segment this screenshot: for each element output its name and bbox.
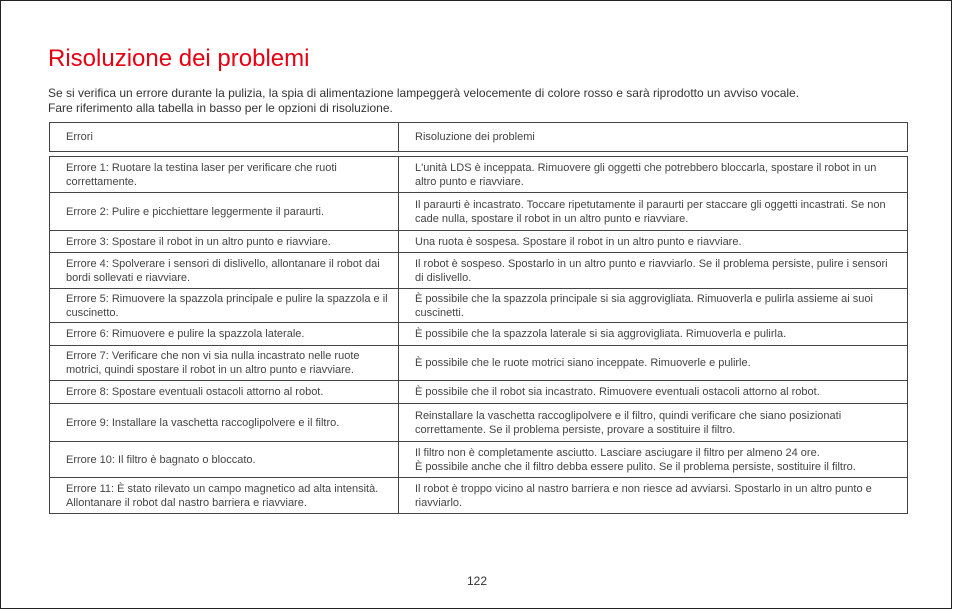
error-cell: Errore 10: Il filtro è bagnato o bloccato.: [50, 442, 399, 478]
table-row: [50, 157, 908, 193]
solution-cell: È possibile che il robot sia incastrato. Rimuovere eventuali ostacoli attorno al robot.: [399, 381, 908, 404]
table-row: [50, 193, 908, 231]
solution-cell: È possibile che la spazzola laterale si sia aggrovigliata. Rimuoverla e pulirla.: [399, 323, 908, 346]
table-row: [50, 404, 908, 442]
error-cell: Errore 8: Spostare eventuali ostacoli attorno al robot.: [50, 381, 399, 404]
error-cell: Errore 11: È stato rilevato un campo magnetico ad alta intensità. Allontanare il robot dal nastro barriera e riavviare.: [50, 478, 399, 514]
solution-cell: È possibile che la spazzola principale si sia aggrovigliata. Rimuoverla e pulirla assieme ai suoi cuscinetti.: [399, 289, 908, 323]
table-row: [50, 478, 908, 514]
table-row: [50, 253, 908, 289]
solution-cell: L'unità LDS è inceppata. Rimuovere gli oggetti che potrebbero bloccarla, spostare il robot in un altro punto e riavviare.: [399, 157, 908, 193]
page-number: 122: [466, 574, 488, 588]
table-header-row: [50, 123, 908, 152]
solution-cell: Il robot è troppo vicino al nastro barriera e non riesce ad avviarsi. Spostarlo in un altro punto e riavviarlo.: [399, 478, 908, 514]
error-cell: Errore 6: Rimuovere e pulire la spazzola laterale.: [50, 323, 399, 346]
solution-cell: È possibile che le ruote motrici siano inceppate. Rimuoverle e pulirle.: [399, 346, 908, 381]
error-cell: Errore 9: Installare la vaschetta raccoglipolvere e il filtro.: [50, 404, 399, 442]
table-row: [50, 346, 908, 381]
page-title: Risoluzione dei problemi: [48, 45, 310, 72]
intro-line-1: Se si verifica un errore durante la pulizia, la spia di alimentazione lampeggerà velocemente di colore rosso e sarà riprodotto un avviso vocale.: [48, 86, 800, 100]
header-errors: Errori: [50, 123, 399, 152]
troubleshooting-table: [49, 122, 908, 514]
table-row: [50, 323, 908, 346]
solution-cell: Il paraurti è incastrato. Toccare ripetutamente il paraurti per staccare gli oggetti incastrati. Se non cade nulla, spostare il robot in un altro punto e riavviare.: [399, 193, 908, 231]
solution-cell: Reinstallare la vaschetta raccoglipolvere e il filtro, quindi verificare che siano posizionati correttamente. Se il problema persiste, provare a sostituire il filtro.: [399, 404, 908, 442]
error-cell: Errore 5: Rimuovere la spazzola principale e pulire la spazzola e il cuscinetto.: [50, 289, 399, 323]
error-cell: Errore 2: Pulire e picchiettare leggermente il paraurti.: [50, 193, 399, 231]
solution-cell: Il robot è sospeso. Spostarlo in un altro punto e riavviarlo. Se il problema persiste, pulire i sensori di dislivello.: [399, 253, 908, 289]
intro-text: [48, 86, 908, 116]
solution-cell: Il filtro non è completamente asciutto. Lasciare asciugare il filtro per almeno 24 ore. È possibile anche che il filtro debba essere pulito. Se il problema persiste, sostituire il filtro.: [399, 442, 908, 478]
table-row: [50, 442, 908, 478]
error-cell: Errore 1: Ruotare la testina laser per verificare che ruoti correttamente.: [50, 157, 399, 193]
solution-cell: Una ruota è sospesa. Spostare il robot in un altro punto e riavviare.: [399, 231, 908, 253]
error-cell: Errore 4: Spolverare i sensori di dislivello, allontanare il robot dai bordi sollevati e riavviare.: [50, 253, 399, 289]
table-row: [50, 381, 908, 404]
intro-line-2: Fare riferimento alla tabella in basso per le opzioni di risoluzione.: [48, 101, 393, 115]
header-solutions: Risoluzione dei problemi: [399, 123, 908, 152]
table-row: [50, 289, 908, 323]
error-cell: Errore 7: Verificare che non vi sia nulla incastrato nelle ruote motrici, quindi spostare il robot in un altro punto e riavviare.: [50, 346, 399, 381]
table-row: [50, 231, 908, 253]
error-cell: Errore 3: Spostare il robot in un altro punto e riavviare.: [50, 231, 399, 253]
